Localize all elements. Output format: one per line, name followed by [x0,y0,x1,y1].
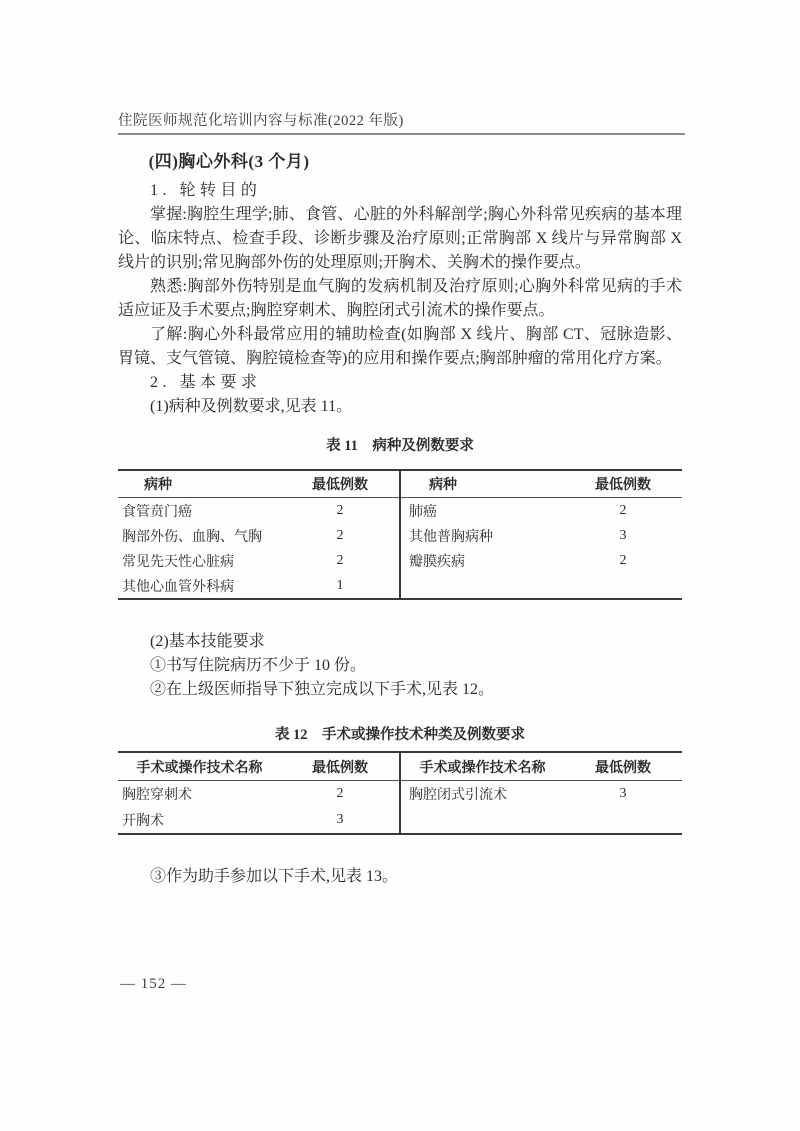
min-count: 3 [619,786,627,801]
requirement-item-2-sub1: ①书写住院病历不少于 10 份。 [150,657,367,674]
table12-left-header-name: 手术或操作技术名称 [136,760,263,776]
disease-name: 其他普胸病种 [409,529,493,545]
table11-left-half [118,471,399,598]
paragraph-understand: 了解:胸心外科最常应用的辅助检查(如胸部 X 线片、胸部 CT、冠脉造影、胃镜、支气管镜、胸腔镜检查等)的应用和操作要点;胸部肿瘤的常用化疗方案。 [118,326,682,367]
table11-left-header-row [118,471,399,498]
requirement-item-2-sub3: ③作为助手参加以下手术,见表 13。 [150,868,399,885]
table12 [118,751,682,835]
table11-caption: 表 11 病种及例数要求 [326,438,474,454]
table11-right-half [399,471,682,598]
header-rule [118,133,685,135]
disease-name: 肺癌 [409,504,437,520]
table12-caption: 表 12 手术或操作技术种类及例数要求 [274,727,526,743]
disease-name: 食管贲门癌 [122,504,192,520]
table-row [401,523,682,548]
table11-right-header-row [401,471,682,498]
operation-name: 胸腔穿刺术 [122,788,192,803]
table12-left-header-row [118,753,399,781]
table11-right-header-name: 病种 [429,478,457,493]
heading-basic-requirements: 2. 基本要求 [150,374,262,391]
page-number: — 152 — [120,976,187,992]
table-row [118,573,399,598]
table11 [118,469,682,600]
table11-left-header-count: 最低例数 [312,478,368,493]
operation-name: 开胸术 [122,814,164,829]
table12-right-header-row [401,753,682,781]
disease-name: 常见先天性心脏病 [122,554,234,570]
running-header: 住院医师规范化培训内容与标准(2022 年版) [118,113,404,129]
table12-left-header-count: 最低例数 [312,760,368,776]
table11-left-header-name: 病种 [144,478,172,493]
operation-name: 胸腔闭式引流术 [409,788,507,803]
min-count: 1 [336,577,344,593]
table-row [118,781,399,807]
section-title: (四)胸心外科(3 个月) [148,152,310,171]
table12-right-half [399,753,682,833]
table12-right-header-count: 最低例数 [595,760,651,776]
requirement-item-2: (2)基本技能要求 [150,633,265,650]
table11-right-header-count: 最低例数 [595,478,651,493]
paragraph-master: 掌握:胸腔生理学;肺、食管、心脏的外科解剖学;胸心外科常见疾病的基本理论、临床特点、检查手段、诊断步骤及治疗原则;正常胸部 X 线片与异常胸部 X 线片的识别;常见胸部外伤的处理原则;开胸术、关胸术的操作要点。 [118,206,682,271]
heading-rotation-purpose: 1. 轮转目的 [150,182,262,199]
min-count: 2 [336,786,344,801]
min-count: 2 [336,527,344,543]
disease-name: 胸部外伤、血胸、气胸 [122,529,262,545]
table-row [118,548,399,573]
page-body [118,151,682,889]
disease-name: 瓣膜疾病 [409,554,465,570]
requirement-item-1: (1)病种及例数要求,见表 11。 [150,398,353,415]
requirement-item-2-sub2: ②在上级医师指导下独立完成以下手术,见表 12。 [150,681,495,698]
min-count: 2 [336,502,344,518]
table-row [401,548,682,573]
table-row [401,781,682,807]
table-row [118,807,399,833]
min-count: 2 [619,552,627,568]
paragraph-familiar: 熟悉:胸部外伤特别是血气胸的发病机制及治疗原则;心胸外科常见病的手术适应证及手术要点;胸腔穿刺术、胸腔闭式引流术的操作要点。 [118,278,682,319]
min-count: 2 [619,502,627,518]
table-row [118,498,399,523]
table-row [118,523,399,548]
disease-name: 其他心血管外科病 [122,579,234,595]
table-row [401,498,682,523]
min-count: 3 [336,812,344,827]
min-count: 2 [336,552,344,568]
table12-right-header-name: 手术或操作技术名称 [419,760,546,776]
min-count: 3 [619,527,627,543]
table12-left-half [118,753,399,833]
